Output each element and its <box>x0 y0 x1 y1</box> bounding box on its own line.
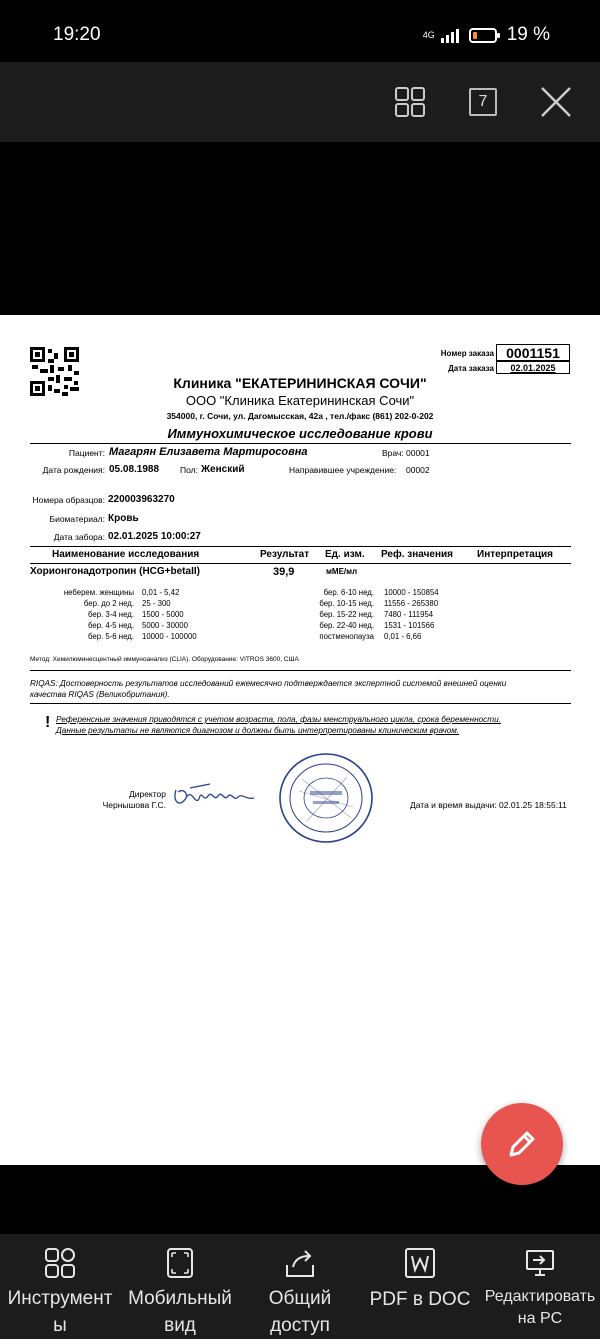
reference-range-label: бер. 10-15 нед. <box>319 599 374 608</box>
issued-label: Дата и время выдачи: <box>410 800 497 810</box>
reference-range-value: 10000 - 150854 <box>384 588 439 597</box>
riqas-text-2: качества RIQAS (Великобритания). <box>30 690 170 699</box>
table-header: Наименование исследования <box>52 549 200 560</box>
sample-label: Номера образцов: <box>32 495 105 505</box>
reference-range-value: 7480 - 111954 <box>384 610 434 619</box>
issued-value: 02.01.25 18:55:11 <box>499 800 567 810</box>
grid-icon <box>394 86 426 118</box>
reference-range-label: бер. 3-4 нед. <box>87 610 134 619</box>
institution-value: 00002 <box>406 465 430 475</box>
clinic-name: Клиника "ЕКАТЕРИНИНСКАЯ СОЧИ" <box>173 375 427 391</box>
share-button[interactable] <box>240 1234 360 1339</box>
method-text: Метод: Хемилюминесцентный иммуноанализ (CLIA). Оборудование: VITROS 3600, США <box>30 656 299 663</box>
patient-name: Магарян Елизавета Мартиросовна <box>109 446 308 458</box>
study-title: Иммунохимическое исследование крови <box>167 426 433 441</box>
edit-on-pc-label: Редактировать на PC <box>484 1288 596 1327</box>
table-header: Результат <box>260 549 310 560</box>
collection-value: 02.01.2025 10:00:27 <box>108 531 201 542</box>
reference-range-value: 5000 - 30000 <box>142 621 188 630</box>
document-page[interactable] <box>0 315 600 1165</box>
note-text-1: Референсные значения приводятся с учетом возраста, пола, фазы менструального цикла, срока беременности. <box>56 715 501 724</box>
battery-icon <box>469 28 497 43</box>
share-label: Общий доступ <box>268 1288 332 1336</box>
status-icons <box>423 24 550 46</box>
mobile-view-icon <box>166 1247 194 1279</box>
pdf-to-doc-label: PDF в DOC <box>369 1289 471 1310</box>
reference-range-value: 10000 - 100000 <box>142 632 197 641</box>
sex-label: Пол: <box>180 465 198 475</box>
issue-date-label: Дата заказа <box>448 364 494 373</box>
status-time: 19:20 <box>53 24 101 45</box>
battery-percent: 19 % <box>506 24 550 45</box>
riqas-text-1: RIQAS: Достоверность результатов исследований ежемесячно подтверждается экспертной системой внешней оценки <box>30 679 507 688</box>
pdf-to-doc-button[interactable] <box>360 1234 480 1339</box>
pc-edit-icon <box>524 1247 556 1279</box>
grid-view-button[interactable] <box>390 82 430 122</box>
mobile-view-label: Мобильный вид <box>128 1288 232 1336</box>
table-header: Интерпретация <box>477 549 553 560</box>
warning-mark: ! <box>45 714 51 731</box>
issue-date: 02.01.2025 <box>496 361 570 374</box>
reference-range-label: бер. до 2 нед. <box>83 599 134 608</box>
bottom-toolbar <box>0 1234 600 1339</box>
reference-range-value: 1531 - 101566 <box>384 621 435 630</box>
clinic-stamp <box>277 751 375 845</box>
reference-range-value: 0,01 - 6,66 <box>384 632 422 641</box>
divider <box>30 670 571 671</box>
tools-label: Инструмент ы <box>7 1288 113 1336</box>
divider <box>30 546 571 547</box>
close-icon <box>540 86 572 118</box>
reference-range-value: 25 - 300 <box>142 599 171 608</box>
note-text-2: Данные результаты не являются диагнозом и должны быть интерпретированы клиническим врачом. <box>56 726 460 735</box>
page-count: 7 <box>469 88 497 116</box>
reference-range-label: бер. 4-5 нед. <box>87 621 134 630</box>
doctor-label: Врач: <box>382 448 404 458</box>
order-number: 0001151 <box>496 344 570 361</box>
edit-fab-button[interactable] <box>481 1103 563 1185</box>
patient-label: Пациент: <box>68 448 105 458</box>
close-button[interactable] <box>536 82 576 122</box>
clinic-company: ООО "Клиника Екатерининская Сочи" <box>185 393 415 408</box>
signal-icon <box>441 27 459 43</box>
test-unit: мМЕ/мл <box>326 567 358 576</box>
test-result: 39,9 <box>273 566 295 578</box>
network-type: 4G <box>422 29 435 40</box>
reference-range-label: бер. 5-6 нед. <box>87 632 134 641</box>
status-bar <box>0 0 600 62</box>
table-header: Ед. изм. <box>325 549 365 560</box>
reference-range-value: 1500 - 5000 <box>142 610 184 619</box>
divider <box>30 443 571 444</box>
reference-range-value: 0,01 - 5,42 <box>142 588 180 597</box>
mobile-view-button[interactable] <box>120 1234 240 1339</box>
viewer-toolbar <box>0 62 600 142</box>
tools-icon <box>44 1247 76 1279</box>
director-name: Чернышова Г.С. <box>102 800 166 810</box>
biomaterial-label: Биоматериал: <box>49 514 105 524</box>
reference-range-label: неберем. женщины <box>63 588 134 597</box>
divider <box>30 703 571 704</box>
director-label: Директор <box>128 789 166 799</box>
tools-button[interactable] <box>0 1234 120 1339</box>
collection-label: Дата забора: <box>53 532 105 542</box>
order-label: Номер заказа <box>440 349 494 358</box>
table-header: Реф. значения <box>381 549 454 560</box>
sample-value: 220003963270 <box>108 494 175 505</box>
institution-label: Направившее учреждение: <box>289 465 397 475</box>
test-name: Хорионгонадотропин (HCG+betaII) <box>30 566 200 577</box>
reference-range-value: 11556 - 265380 <box>384 599 439 608</box>
edit-pencil-icon <box>505 1127 539 1161</box>
reference-range-label: бер. 22-40 нед. <box>319 621 374 630</box>
dob-value: 05.08.1988 <box>109 464 160 475</box>
sex-value: Женский <box>201 464 245 475</box>
divider <box>30 563 571 564</box>
edit-on-pc-button[interactable] <box>480 1234 600 1339</box>
biomaterial-value: Кровь <box>108 513 139 524</box>
share-icon <box>283 1247 317 1279</box>
dob-label: Дата рождения: <box>42 465 105 475</box>
word-icon <box>404 1247 436 1279</box>
reference-range-label: бер. 15-22 нед. <box>319 610 374 619</box>
clinic-address: 354000, г. Сочи, ул. Дагомысская, 42а , тел./факс (861) 202-0-202 <box>166 411 434 421</box>
doctor-value: 00001 <box>406 448 430 458</box>
reference-range-label: бер. 6-10 нед. <box>323 588 374 597</box>
reference-range-label: постменопауза <box>319 632 374 641</box>
signature <box>170 780 260 814</box>
page-count-button[interactable] <box>463 82 503 122</box>
